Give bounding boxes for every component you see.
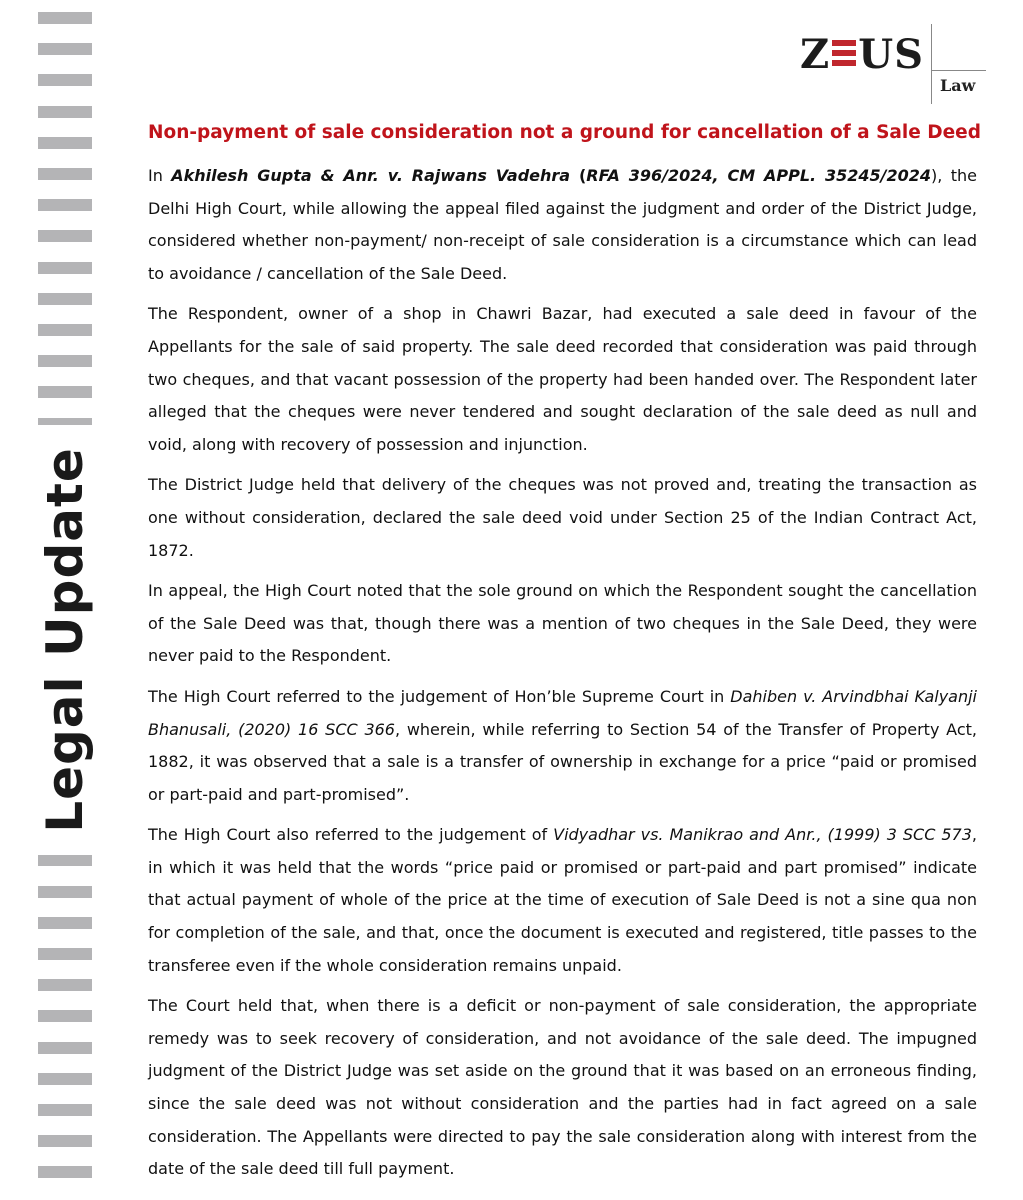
p1-text-3: ), the Delhi High Court, while allowing the appeal filed against the judgment and order of the District Judge, considered whether non-payment/ non-receipt of sale consideration is a circumstance which can lead to avoidance / cancellation of the Sale Deed. bbox=[148, 166, 977, 283]
paragraph-3: The District Judge held that delivery of the cheques was not proved and, treating the transaction as one without consideration, declared the sale deed void under Section 25 of the Indian Contract Act, 1872. bbox=[148, 475, 977, 560]
decorative-stripe bbox=[38, 355, 92, 367]
paragraph-1 bbox=[148, 160, 977, 290]
decorative-stripe bbox=[38, 1166, 92, 1178]
paragraph-2: The Respondent, owner of a shop in Chawri Bazar, had executed a sale deed in favour of the Appellants for the sale of said property. The sale deed recorded that consideration was paid through two cheques, and that vacant possession of the property had been handed over. The Respondent later alleged that the cheques were never tendered and sought declaration of the sale deed as null and void, along with recovery of possession and injunction. bbox=[148, 304, 977, 454]
decorative-stripe bbox=[38, 74, 92, 86]
logo-letter-z: Z bbox=[800, 31, 831, 78]
p6-text-2: , in which it was held that the words “price paid or promised or part-paid and part promised” indicate that actual payment of whole of the price at the time of execution of Sale Deed is not a sine qua non for completion of the sale, and that, once the document is executed and registered, title passes to the transferee even if the whole consideration remains unpaid. bbox=[148, 825, 978, 975]
p6-case-reference: Vidyadhar vs. Manikrao and Anr., (1999) 3 SCC 573 bbox=[553, 825, 972, 845]
p1-text-1: In bbox=[148, 166, 172, 185]
paragraph-4: In appeal, the High Court noted that the sole ground on which the Respondent sought the cancellation of the Sale Deed was that, though there was a mention of two cheques in the Sale Deed, they were never paid to the Respondent. bbox=[148, 581, 977, 666]
zeus-law-logo bbox=[800, 24, 986, 106]
paragraph-5 bbox=[148, 681, 977, 811]
paragraph-6 bbox=[148, 819, 977, 982]
p5-text-1: The High Court referred to the judgement of Hon’ble Supreme Court in bbox=[148, 686, 731, 706]
side-title-legal-update: Legal Update bbox=[33, 425, 97, 855]
decorative-stripe bbox=[38, 106, 92, 118]
decorative-stripe bbox=[38, 168, 92, 180]
decorative-stripe bbox=[38, 917, 92, 929]
p5-case-reference: Dahiben v. Arvindbhai Kalyanji Bhanusali, (2020) 16 SCC 366 bbox=[148, 686, 977, 739]
decorative-stripe bbox=[38, 854, 92, 866]
decorative-stripe bbox=[38, 1135, 92, 1147]
case-citation: RFA 396/2024, CM APPL. 35245/2024 bbox=[586, 166, 932, 185]
decorative-stripe bbox=[38, 324, 92, 336]
decorative-stripe bbox=[38, 386, 92, 398]
decorative-stripe bbox=[38, 199, 92, 211]
decorative-stripe bbox=[38, 293, 92, 305]
decorative-stripe bbox=[38, 12, 92, 24]
document-body bbox=[148, 160, 977, 1194]
decorative-stripe bbox=[38, 1042, 92, 1054]
logo-divider-horizontal bbox=[931, 70, 986, 71]
decorative-stripe bbox=[38, 1010, 92, 1022]
decorative-stripe bbox=[38, 137, 92, 149]
document-heading: Non-payment of sale consideration not a ground for cancellation of a Sale Deed bbox=[148, 122, 981, 143]
decorative-stripe bbox=[38, 1104, 92, 1116]
logo-e-bars-icon bbox=[832, 38, 856, 68]
p5-text-2: , wherein, while referring to Section 54 of the Transfer of Property Act, 1882, it was observed that a sale is a transfer of ownership in exchange for a price “paid or promised or part-paid and part-promised”. bbox=[148, 719, 977, 804]
case-name: Akhilesh Gupta & Anr. v. Rajwans Vadehra bbox=[171, 166, 571, 185]
p6-text-1: The High Court also referred to the judgement of bbox=[148, 825, 554, 845]
p1-text-2: ( bbox=[570, 166, 587, 185]
decorative-stripe bbox=[38, 886, 92, 898]
paragraph-7: The Court held that, when there is a deficit or non-payment of sale consideration, the appropriate remedy was to seek recovery of consideration, and not avoidance of the sale deed. The impugned judgment of the District Judge was set aside on the ground that it was based on an erroneous finding, since the sale deed was not without consideration and the parties had in fact agreed on a sale consideration. The Appellants were directed to pay the sale consideration along with interest from the date of the sale deed till full payment. bbox=[148, 996, 977, 1179]
logo-letters-us: US bbox=[858, 31, 924, 78]
decorative-stripe bbox=[38, 1073, 92, 1085]
decorative-stripe bbox=[38, 979, 92, 991]
decorative-stripe bbox=[38, 43, 92, 55]
logo-subtitle: Law bbox=[940, 76, 976, 95]
logo-wordmark bbox=[800, 30, 924, 80]
decorative-stripe bbox=[38, 230, 92, 242]
logo-divider-vertical bbox=[931, 24, 932, 104]
decorative-stripe bbox=[38, 948, 92, 960]
decorative-stripe bbox=[38, 262, 92, 274]
